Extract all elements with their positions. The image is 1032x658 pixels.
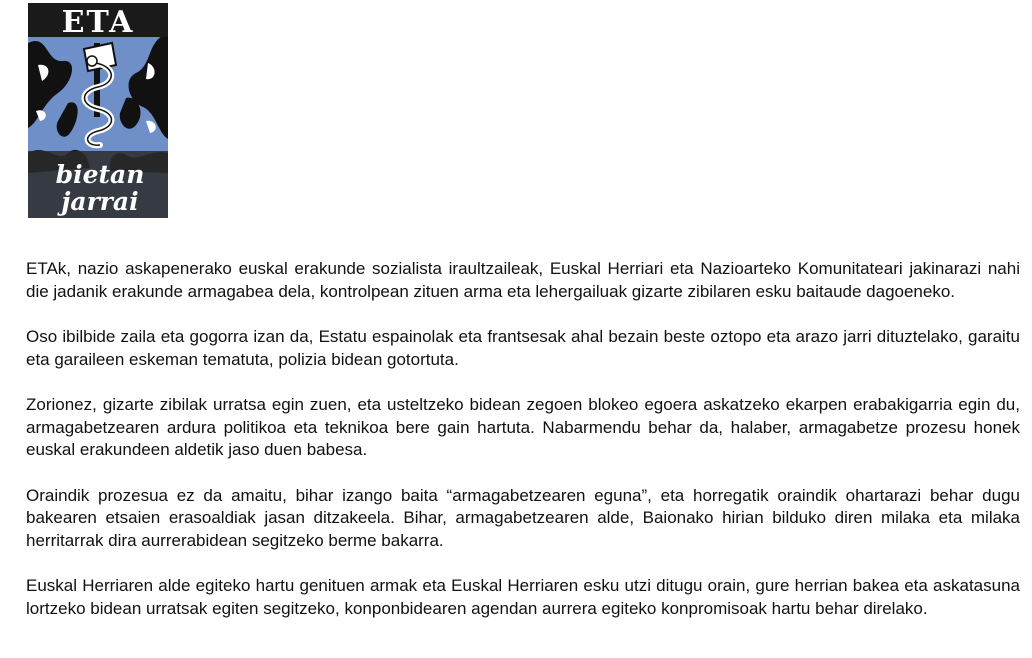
logo-motto-line2: jarrai xyxy=(61,187,139,216)
axe-and-snake-emblem-icon xyxy=(28,3,168,218)
paragraph-2: Oso ibilbide zaila eta gogorra izan da, Estatu espainolak eta frantsesak ahal bezain beste oztopo eta arazo jarri dituztelako, garaitu eta garaileen eskeman tematuta, polizia bidean gotortuta. xyxy=(26,327,1020,369)
paragraph-1: ETAk, nazio askapenerako euskal erakunde sozialista iraultzaileak, Euskal Herriari eta Nazioarteko Komunitateari jakinarazi nahi die jadanik erakunde armagabea dela, kontrolpean zituen arma eta lehergailuak gizarte zibilaren esku baitaude dagoeneko. xyxy=(26,259,1020,301)
eta-logo xyxy=(28,3,168,218)
logo-org-name: ETA xyxy=(61,5,135,40)
logo-motto-line1: bietan xyxy=(55,160,145,189)
paragraph-5: Euskal Herriaren alde egiteko hartu genituen armak eta Euskal Herriaren esku utzi ditugu orain, gure herrian bakea eta askatasuna lortzeko bidean urratsak egiten segitzeko, konponbidearen agendan aurrera egiteko konpromisoak hartu behar direlako. xyxy=(26,576,1020,618)
paragraph-3: Zorionez, gizarte zibilak urratsa egin zuen, eta usteltzeko bidean zegoen blokeo egoera askatzeko ekarpen erabakigarria egin du, armagabetzearen ardura politikoa eta teknikoa bere gain hartuta. Nabarmendu behar da, halaber, armagabetze prozesu honek euskal erakundeen aldetik jaso duen babesa. xyxy=(26,395,1020,459)
statement-body xyxy=(26,258,1020,643)
paragraph-4: Oraindik prozesua ez da amaitu, bihar izango baita “armagabetzearen eguna”, eta horregatik oraindik ohartarazi behar dugu bakearen etsaien erasoaldiak jasan ditzakeela. Bihar, armagabetzearen alde, Baionako hirian bilduko diren milaka eta milaka herritarrak dira aurrerabidean segitzeko berme bakarra. xyxy=(26,485,1020,550)
